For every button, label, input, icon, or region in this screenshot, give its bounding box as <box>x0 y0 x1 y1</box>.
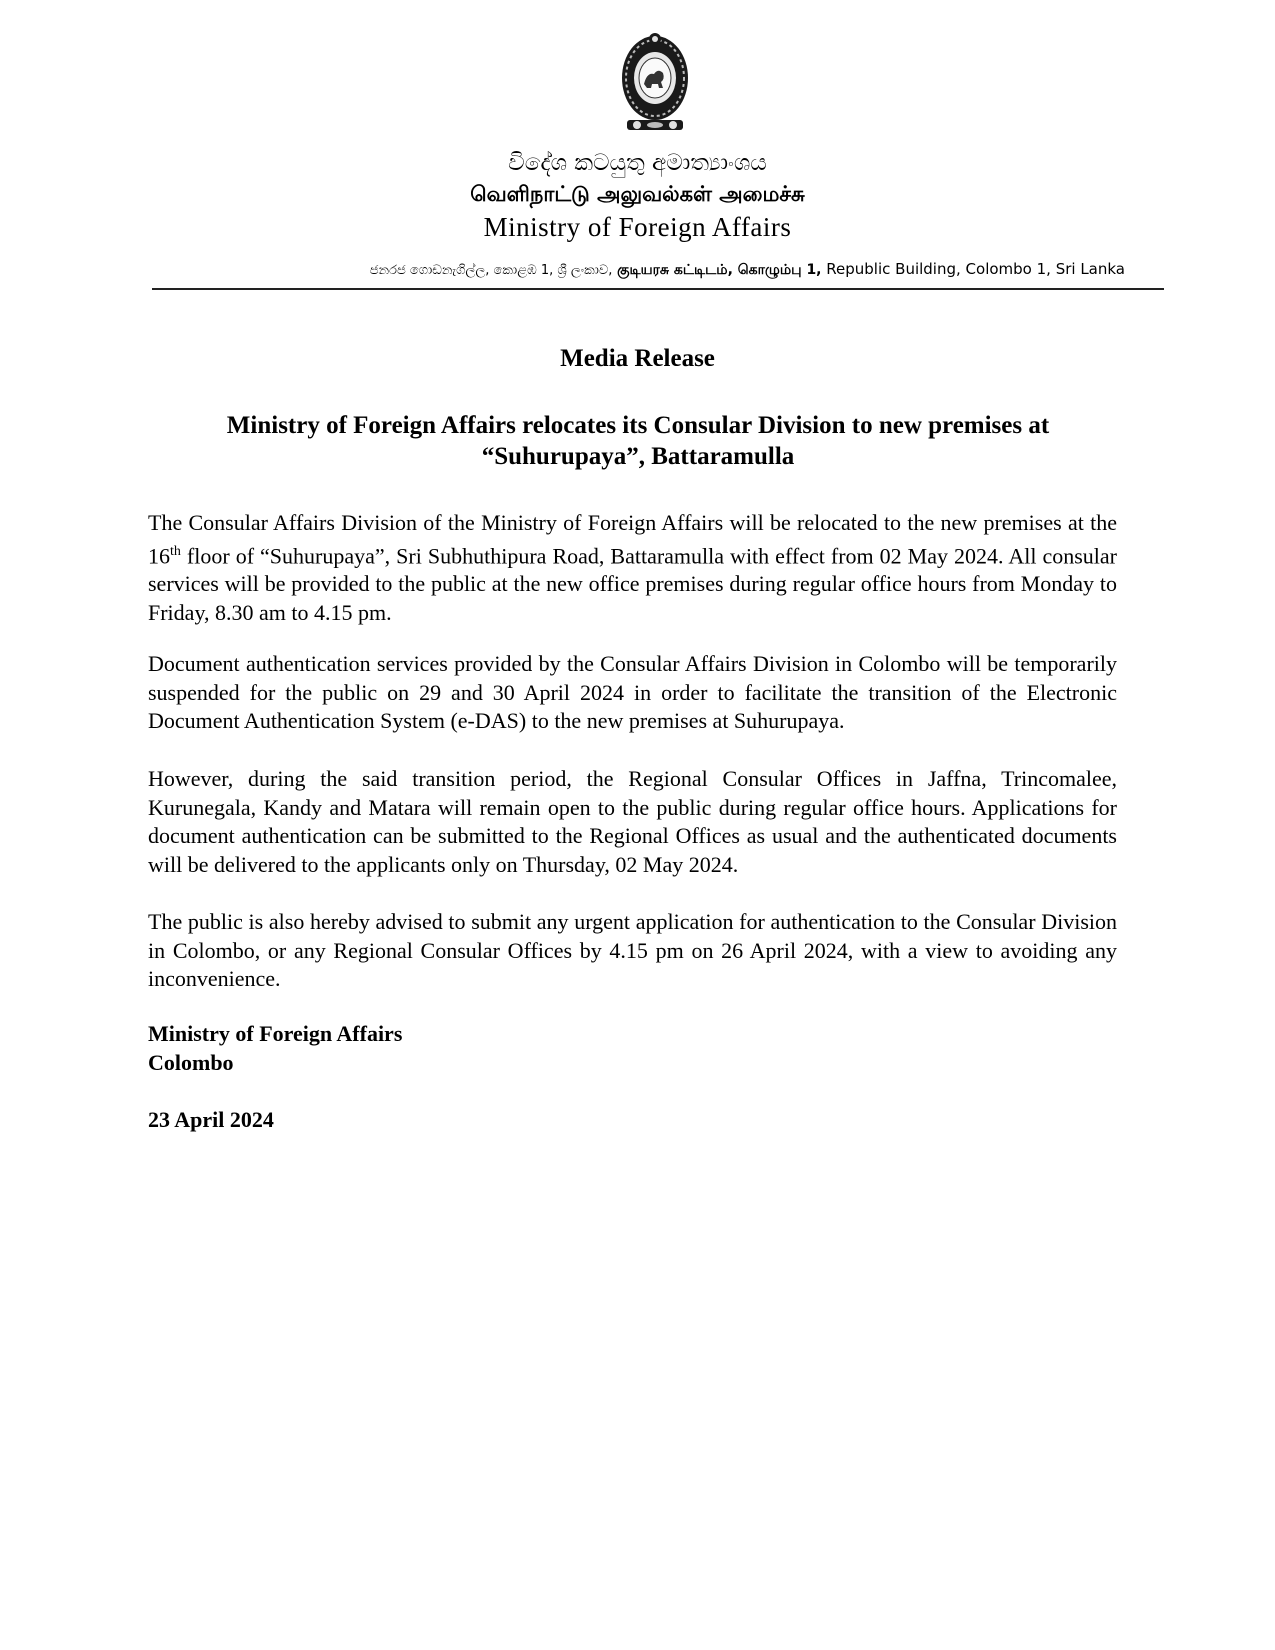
signature-organization: Ministry of Foreign Affairs <box>148 1021 403 1046</box>
paragraph-4: The public is also hereby advised to submit any urgent application for authentication to the Consular Division in Colombo, or any Regional Consular Offices by 4.15 pm on 26 April 2024, with a view to avoiding any inconvenience. <box>148 909 1117 991</box>
paragraph-1-part-2: floor of “Suhurupaya”, Sri Subhuthipura Road, Battaramulla with effect from 02 May 2024. All consular services will be provided to the public at the new office premises during regular office hours from Monday to Friday, 8.30 am to 4.15 pm. <box>148 542 1117 625</box>
ministry-name-english: Ministry of Foreign Affairs <box>483 212 792 242</box>
headline <box>148 410 1128 472</box>
ministry-address <box>150 260 1125 280</box>
paragraph-3: However, during the said transition period, the Regional Consular Offices in Jaffna, Trincomalee, Kurunegala, Kandy and Matara will remain open to the public during regular office hours. Applications for document authentication can be submitted to the Regional Offices as usual and the authenticated documents will be delivered to the applicants only on Thursday, 02 May 2024. <box>148 766 1117 877</box>
headline-line-2: “Suhurupaya”, Battaramulla <box>481 443 795 470</box>
header-divider <box>152 288 1164 290</box>
address-tamil: குடியரசு கட்டிடம், கொழும்பு 1, <box>617 262 822 278</box>
paragraph-1-part-1: The Consular Affairs Division of the Ministry of Foreign Affairs will be relocated to the new premises at the 16 <box>148 510 1117 568</box>
paragraph-2: Document authentication services provided by the Consular Affairs Division in Colombo will be temporarily suspended for the public on 29 and 30 April 2024 in order to facilitate the transition of the Electronic Document Authentication System (e-DAS) to the new premises at Suhurupaya. <box>148 651 1117 733</box>
ministry-name-sinhala: විදේශ කටයුතු අමාත්‍යාංශය <box>508 150 767 176</box>
address-english: Republic Building, Colombo 1, Sri Lanka <box>826 260 1125 278</box>
signature-city: Colombo <box>148 1049 234 1075</box>
headline-line-1: Ministry of Foreign Affairs relocates its Consular Division to new premises at <box>226 412 1050 439</box>
paragraph-1-ordinal: th <box>170 543 181 559</box>
address-sinhala: ජනරජ ගොඩනැගිල්ල, කොළඹ 1, ශ්‍රී ලංකාව, <box>369 263 613 278</box>
release-date: 23 April 2024 <box>148 1107 274 1132</box>
document-type-title: Media Release <box>560 345 715 372</box>
ministry-name-tamil: வெளிநாட்டு அலுவல்கள் அமைச்சு <box>470 182 805 206</box>
signature-block <box>148 1020 402 1077</box>
sri-lanka-emblem-icon <box>617 30 693 138</box>
paragraph-1 <box>148 509 1117 627</box>
